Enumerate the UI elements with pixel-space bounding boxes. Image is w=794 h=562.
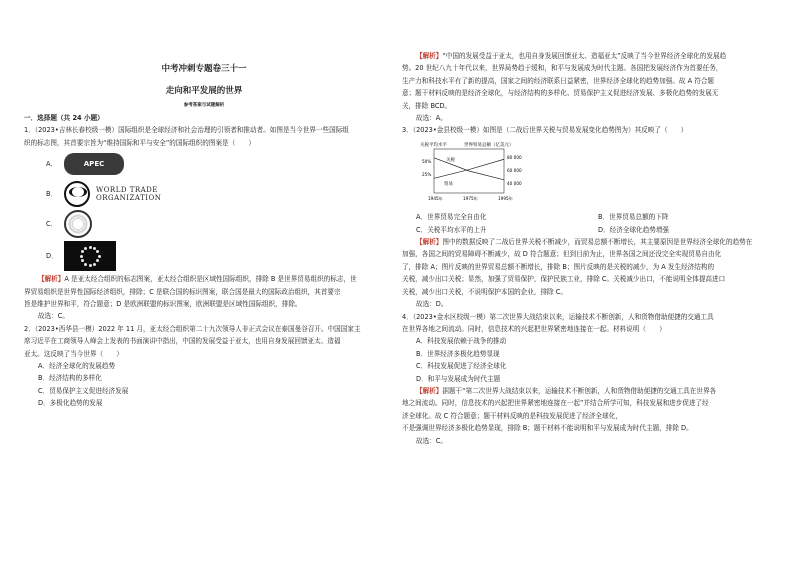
jiexi4-answer: 故选：C。	[416, 436, 447, 445]
chart-left-tick: 50%	[422, 158, 432, 164]
q1-option-b	[46, 179, 384, 209]
chart-series-line	[434, 158, 504, 180]
eu-star-icon	[89, 264, 92, 267]
q4-line1: 4．（2023•金水区校级一模）第二次世界大战结束以来，运输技术不断创新，人和货物借助便捷的交通工具	[402, 312, 714, 321]
q2-line1: 2．（2023•西华县一模）2022 年 11 月，亚太经合组织第二十九次领导人非正式会议在泰国曼谷召开。中国国家主	[24, 324, 361, 333]
jiexi2-line3: 生产力和科技水平有了新的提高，国家之间的经济联系日益紧密，世界经济全球化的趋势加强。故 A 符合题	[402, 76, 715, 85]
chart-svg	[418, 139, 538, 207]
q4-opt-d: D．和平与发展成为时代主题	[416, 374, 501, 383]
eu-star-icon	[80, 255, 83, 258]
jiexi4-line2: 地之间流动。同时，信息技术的兴起把世界紧密地连接在一起”并结合所学可知，科技发展和进步促进了经	[402, 399, 709, 408]
jiexi4-line4: 不是强调世界经济多极化趋势显现，排除 B；题干材料不能说明和平与发展成为时代主题，排除 D。	[402, 424, 693, 433]
jiexi3-line5: 关税，减少出口关税，不说明保护本国的企业，排除 C。	[402, 287, 567, 296]
chart-x-tick: 1995年	[498, 195, 513, 201]
tariff-trade-chart	[418, 139, 774, 211]
chart-x-tick: 1945年	[428, 195, 443, 201]
wto-mark-icon	[64, 181, 90, 207]
jiexi2	[402, 50, 774, 62]
q3-options-row1	[402, 211, 774, 223]
jiexi-tag: 【解析】	[416, 52, 443, 60]
jiexi3-line1: 图中的数据反映了二战后世界关税不断减少，而贸易总额不断增长，其主要原因是世界经济全球化的趋势在	[442, 238, 753, 247]
jiexi1-answer: 故选：C。	[38, 312, 69, 321]
left-column	[24, 50, 384, 410]
page-title: 中考冲刺专题卷三十一	[161, 64, 247, 74]
un-logo-icon	[64, 210, 92, 238]
q1-option-c	[46, 209, 384, 239]
eu-star-icon	[98, 255, 101, 258]
q4-opt-a: A．科技发展依赖于战争的推动	[416, 337, 507, 346]
q1-line1: 1．（2023•吉林长春校级一模）国际组织是全球经济和社会治理的引领者和推动者。如图是当今世界一些国际组	[24, 126, 349, 135]
jiexi3	[402, 236, 774, 248]
q4-opt-b: B．世界经济多极化趋势显现	[416, 349, 500, 358]
answer-caption: 参考答案与试题解析	[183, 103, 225, 108]
q1-opt-c-label: C．	[46, 220, 58, 229]
jiexi4-line1: 据题干“第二次世界大战结束以来，运输技术不断创新，人和货物借助便捷的交通工具在世界各	[442, 386, 717, 395]
jiexi-tag: 【解析】	[416, 386, 443, 395]
chart-ylabel-right: 世界贸易总额（亿美元）	[464, 142, 514, 148]
right-column	[402, 50, 774, 447]
q3-line1: 3．（2023•金县校级一模）如图是（二战后世界关税与贸易发展变化趋势图为）其反映了（ ）	[402, 126, 688, 135]
chart-ylabel-left: 关税平均水平	[420, 142, 447, 148]
page-subtitle: 走向和平发展的世界	[165, 86, 243, 96]
jiexi2-answer: 故选：A。	[416, 114, 447, 123]
chart-series-label: 关税	[446, 157, 455, 163]
jiexi3-line2: 加强，各国之间的贸易障碍不断减少，故 D 符合题意；但到目前为止，世界各国之间还没完全实现贸易自由化	[402, 250, 722, 259]
chart-right-tick: 40 000	[507, 180, 522, 186]
q2-opt-a: A．经济全球化的发展趋势	[38, 362, 116, 371]
q2-opt-c: C．贸易保护主义促进经济发展	[38, 386, 129, 395]
q2-opt-d: D．多极化趋势的发展	[38, 399, 103, 408]
jiexi2-line2: 势。20 世纪八九十年代以来，世界局势趋于缓和，和平与发展成为时代主题。各国把发展经济作为首要任务，	[402, 64, 723, 73]
jiexi2-line4: 意；题干材料反映的是经济全球化，与经济结构的多样化、贸易保护主义促进经济发展、多极化趋势的发展无	[402, 89, 719, 98]
jiexi1-line3: 旨是维护世界和平，符合题意；D 是欧洲联盟的标识图案，欧洲联盟是区域性国际组织，排除。	[24, 300, 302, 309]
jiexi4	[402, 385, 774, 397]
jiexi2-line1: “中国的发展受益于亚太，也用自身发展回馈亚太、造福亚太”反映了当今世界经济全球化的发展趋	[442, 52, 727, 60]
eu-flag-icon	[64, 241, 116, 271]
section-heading: 一．选择题（共 24 小题）	[24, 114, 104, 122]
eu-star-icon	[93, 263, 96, 266]
wto-text	[96, 186, 161, 202]
q1-line2: 织的标志图，其首要宗旨为“维持国际和平与安全”的国际组织的图案是（ ）	[24, 138, 256, 147]
q1-opt-b-label: B．	[46, 190, 58, 199]
jiexi2-line5: 关，排除 BCD。	[402, 101, 452, 110]
jiexi1	[24, 273, 384, 285]
chart-right-tick: 60 000	[507, 167, 522, 173]
q3-options-row2	[402, 224, 774, 236]
chart-series-label: 贸易	[444, 181, 453, 187]
q1-opt-d-label: D．	[46, 252, 58, 261]
q1-option-a	[46, 149, 384, 179]
wto-line2: ORGANIZATION	[96, 194, 162, 203]
eu-star-icon	[84, 247, 87, 250]
jiexi3-line4: 关税，减少出口关税；显然，加强了贸易保护，保护民族工业，排除 C。关税减少出口，不能说明全体提高进口	[402, 275, 726, 284]
q3-opt-a: A．世界贸易完全自由化	[416, 213, 487, 222]
q3-opt-d: D．经济全球化趋势增强	[598, 225, 670, 234]
q2-opt-b: B．经济结构的多样化	[38, 374, 102, 383]
chart-x-tick: 1975年	[463, 195, 478, 201]
q3-opt-b: B．世界贸易总额的下降	[598, 213, 669, 222]
eu-star-icon	[96, 250, 99, 253]
eu-star-icon	[96, 259, 99, 262]
q2-line3: 亚太。这反映了当今世界（ ）	[24, 349, 123, 358]
jiexi1-line2: 界贸易组织是世界性国际经济组织，排除；C 是联合国的标识图案，联合国是最大的国际政治组织，其首要宗	[24, 287, 341, 296]
jiexi1-line1: A 是亚太经合组织的标志图案，亚太经合组织是区域性国际组织，排除 B 是世界贸易组织的标志，世	[64, 275, 357, 284]
q1-opt-a-label: A．	[46, 160, 58, 169]
wto-logo	[64, 181, 161, 207]
q3-opt-c: C．关税平均水平的上升	[416, 225, 487, 234]
chart-right-tick: 80 000	[507, 154, 522, 160]
eu-star-icon	[81, 250, 84, 253]
q1-option-d	[46, 239, 384, 273]
jiexi3-answer: 故选：D。	[416, 300, 448, 309]
q2-line2: 席习近平在工商领导人峰会上发表的书面演讲中指出，中国的发展受益于亚太，也用自身发展回馈亚太、造福	[24, 337, 341, 346]
chart-left-tick: 25%	[422, 171, 432, 177]
q4-line2: 在世界各地之间流动。同时，信息技术的兴起把世界紧密地连接在一起。材料说明（ ）	[402, 324, 666, 333]
jiexi3-line3: 了，排除 A；图片反映的世界贸易总额不断增长，排除 B；图片反映的是关税的减少，为 A 发生经济结构的	[402, 262, 715, 271]
jiexi4-line3: 济全球化。故 C 符合题意；题干材料反映的是科技发展促进了经济全球化，	[402, 411, 622, 420]
eu-star-icon	[89, 246, 92, 249]
jiexi-tag: 【解析】	[38, 275, 65, 284]
apec-logo-icon	[64, 153, 124, 175]
q4-opt-c: C．科技发展促进了经济全球化	[416, 362, 507, 371]
eu-star-icon	[84, 263, 87, 266]
wto-line1: WORLD TRADE	[96, 186, 158, 195]
jiexi-tag: 【解析】	[416, 238, 443, 247]
eu-star-icon	[81, 259, 84, 262]
apec-logo-text: APEC	[83, 160, 105, 169]
